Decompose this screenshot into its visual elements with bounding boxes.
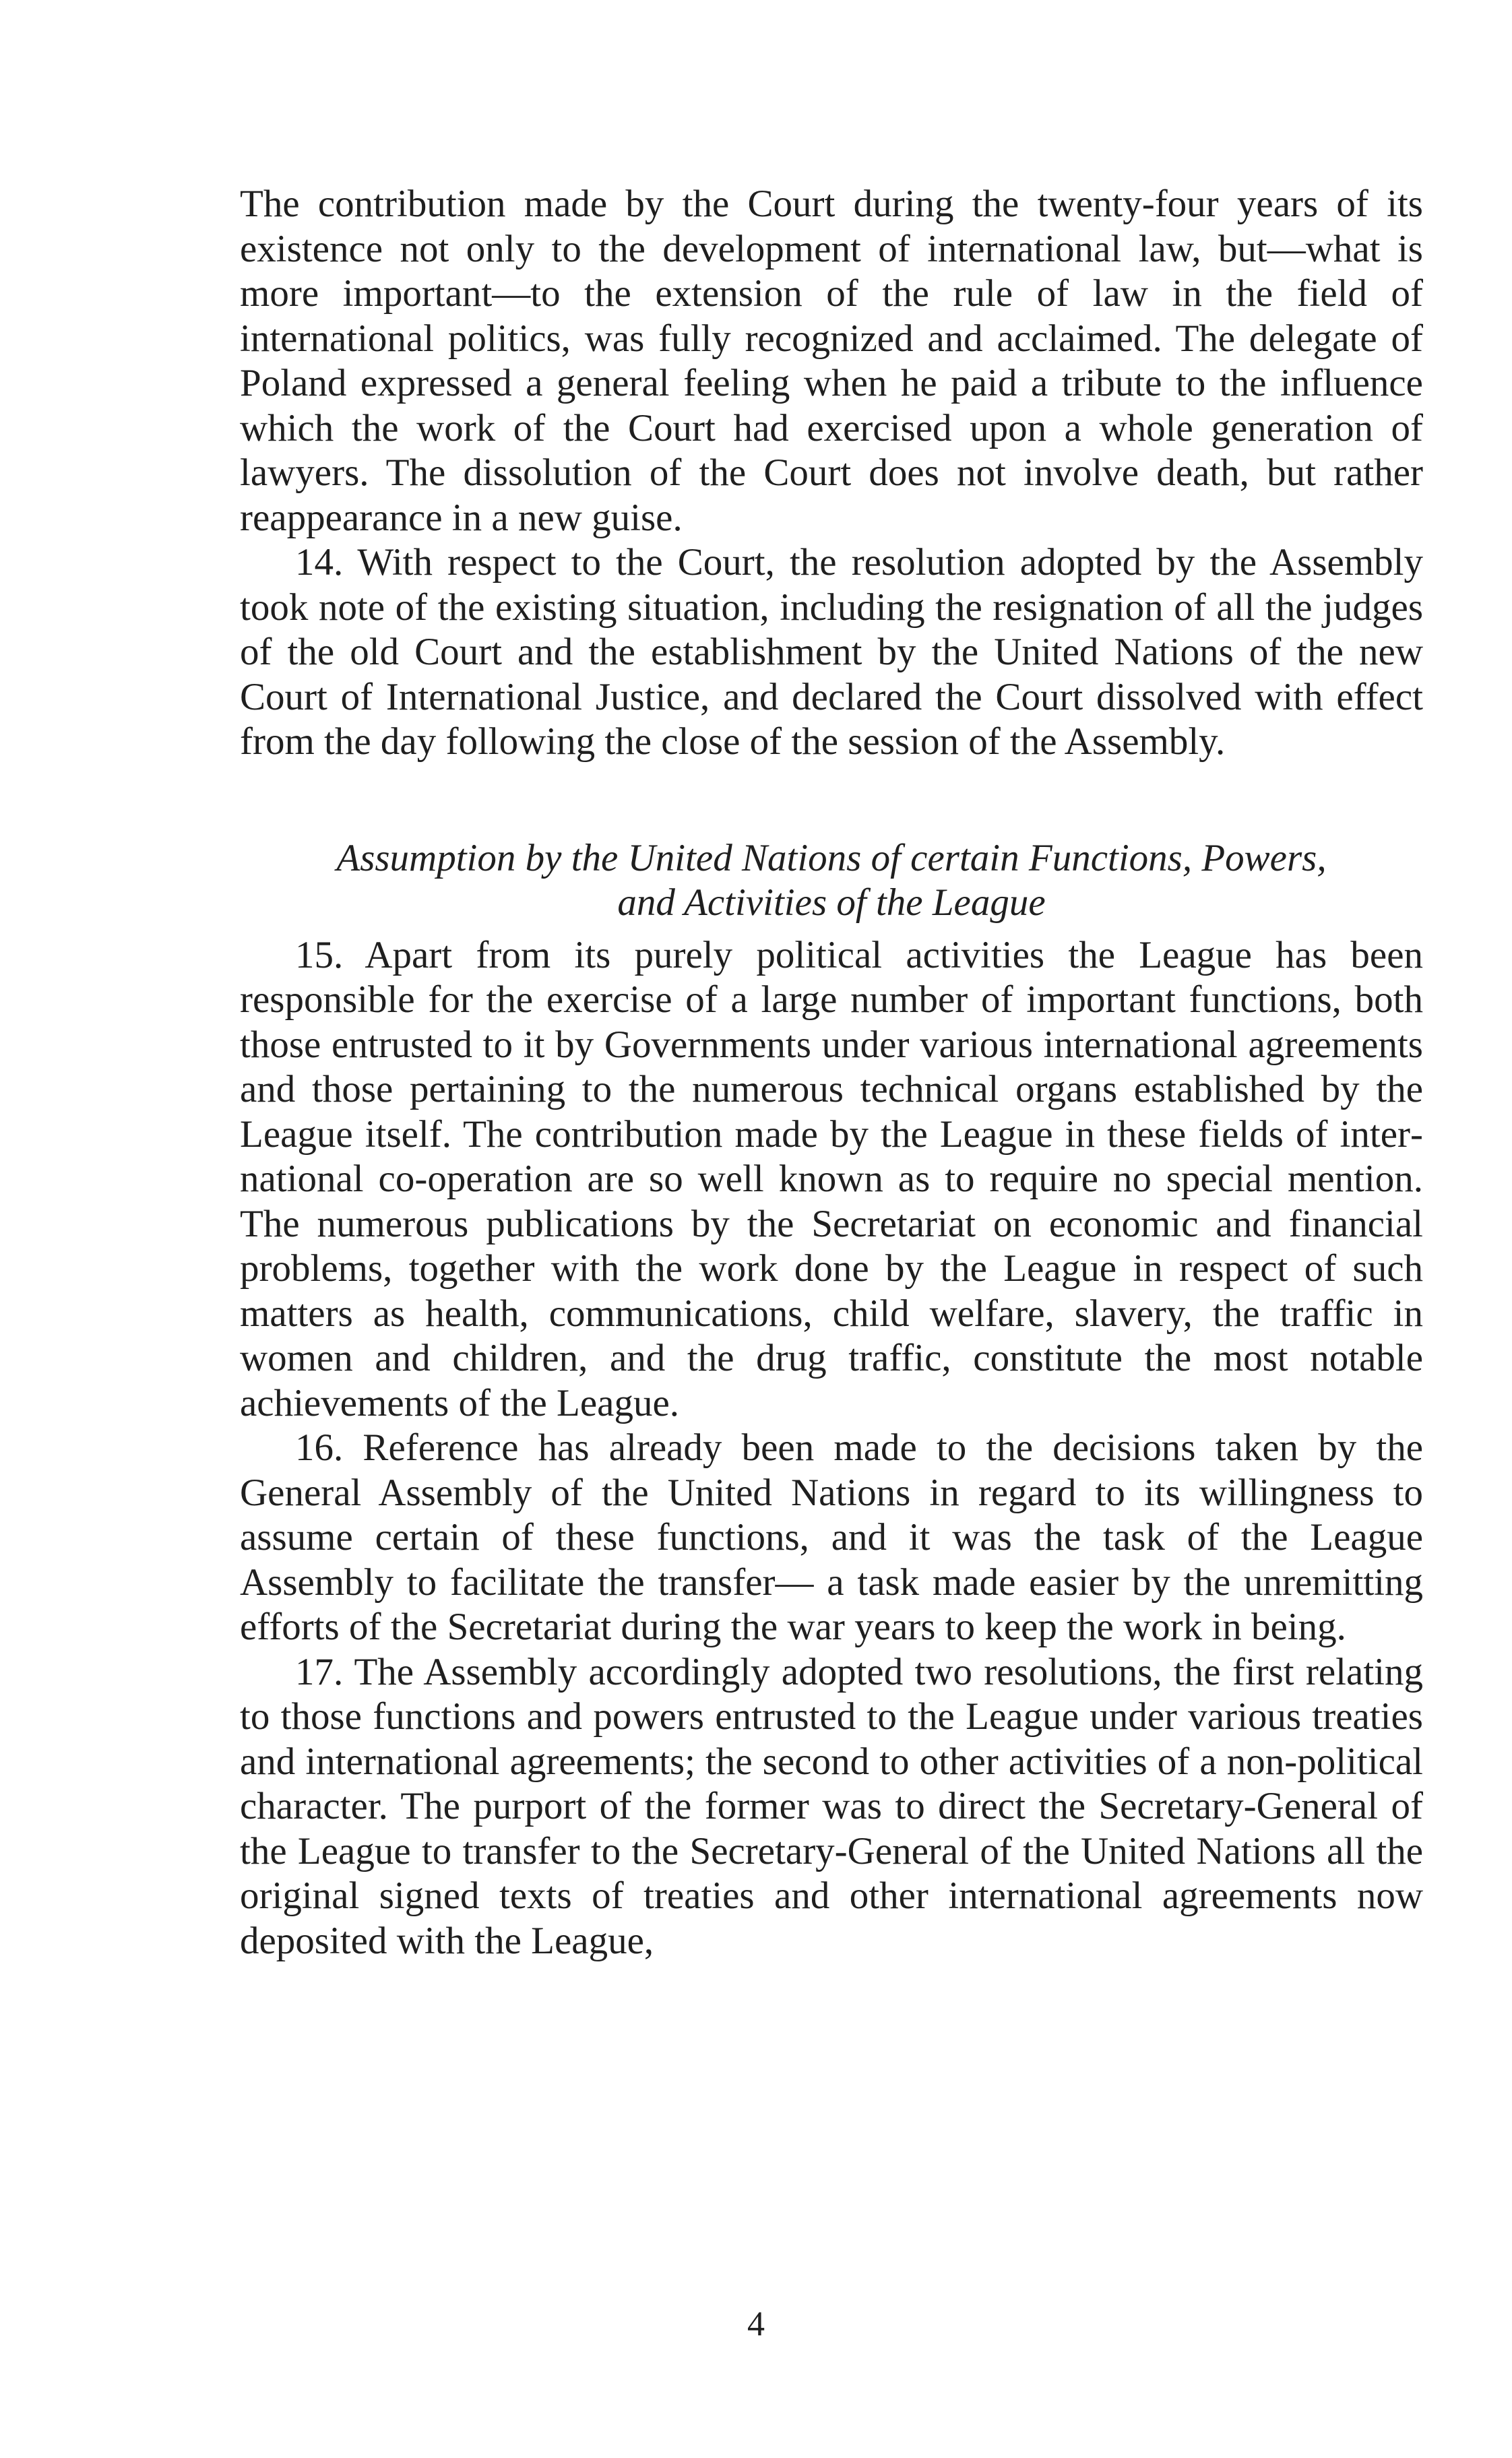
page-number: 4 (747, 2305, 765, 2343)
page-body (240, 182, 1423, 1963)
paragraph-17: 17. The Assembly accordingly adopted two resolutions, the first relating to those functions and powers entrusted to the League under various treaties and international agreements; the second to other activities of a non-political character. The purport of the former was to direct the Secretary-General of the League to transfer to the Secretary-General of the United Nations all the original signed texts of treaties and other international agreements now deposited with the League, (240, 1650, 1423, 1962)
section-heading (240, 836, 1423, 925)
paragraph-16: 16. Reference has already been made to the decisions taken by the General Assembly of the United Nations in regard to its willingness to assume certain of these functions, and it was the task of the League Assembly to facilitate the transfer— a task made easier by the unremitting efforts of the Secretariat during the war years to keep the work in being. (240, 1426, 1423, 1648)
paragraph-14: 14. With respect to the Court, the resolution adopted by the Assembly took note of the existing situation, including the resignation of all the judges of the old Court and the establishment by the United Nations of the new Court of International Justice, and declared the Court dissolved with effect from the day following the close of the session of the Assembly. (240, 541, 1423, 763)
paragraph-court-contribution: The contribution made by the Court during the twenty-four years of its existence not only to the development of international law, but—what is more important—to the extension of the rule of law in the field of international politics, was fully recognized and acclaimed. The delegate of Poland expressed a general feeling when he paid a tribute to the influence which the work of the Court had exercised upon a whole generation of lawyers. The dissolution of the Court does not involve death, but rather reappearance in a new guise. (240, 183, 1423, 539)
section-heading-line-2: and Activities of the League (617, 881, 1046, 924)
paragraph-15: 15. Apart from its purely political activities the League has been responsible for the exercise of a large number of important functions, both those entrusted to it by Governments under various international agreements and those pertaining to the numerous technical organs established by the League itself. The contribution made by the League in these fields of international co-operation are so well known as to require no special mention. The numerous publications by the Secretariat on economic and financial problems, together with the work done by the League in respect of such matters as health, communications, child welfare, slavery, the traffic in women and children, and the drug traffic, constitute the most notable achievements of the League. (240, 933, 1423, 1424)
section-heading-line-1: Assumption by the United Nations of certain Functions, Powers, (336, 836, 1327, 879)
